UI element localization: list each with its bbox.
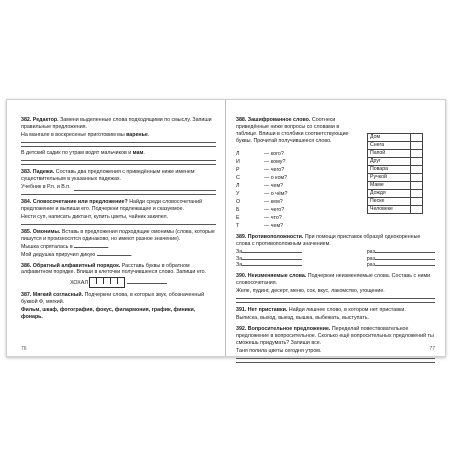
exercise-number: 387.: [21, 292, 32, 299]
letter-cell[interactable]: [411, 198, 423, 206]
table-row: Человеке: [368, 206, 423, 214]
exercise-382: [21, 117, 216, 165]
sentence: На мангале в воскресенье приготовим мы варенье.: [21, 131, 150, 138]
sentence: Таня полила цветы сегодня утром.: [236, 347, 322, 354]
answer-line[interactable]: [236, 362, 435, 363]
exercise-number: 392.: [236, 326, 247, 333]
exercise-task: Найди среди словосочетаний предложение и выпиши его. Подчеркни подлежащее и сказуемое.: [21, 199, 203, 213]
letter-cell[interactable]: [111, 278, 118, 284]
question-letter: И: [236, 158, 240, 165]
exercise-title: Противоположности.: [247, 233, 304, 240]
exercise-number: 385.: [21, 229, 32, 236]
word-list: Выписка, выход, выезд, вышка, выбежать, выступать.: [236, 315, 369, 322]
letter-cell[interactable]: [411, 174, 423, 182]
prefix-label: За: [236, 248, 243, 255]
answer-line[interactable]: [21, 160, 216, 161]
letter-cell[interactable]: [411, 158, 423, 166]
letter-cell[interactable]: [97, 278, 104, 284]
question-text: — чего?: [264, 206, 285, 213]
question-letter: Т: [236, 223, 240, 230]
exercise-title: Мягкий согласный.: [32, 292, 84, 299]
exercise-title: Зашифрованное слово.: [247, 117, 311, 123]
answer-line[interactable]: [21, 146, 216, 147]
prefix-label: За: [236, 262, 243, 269]
exercise-number: 383.: [21, 169, 32, 176]
letter-cell[interactable]: [411, 166, 423, 174]
table-row: Папой: [368, 150, 423, 158]
page-number: 77: [429, 345, 435, 352]
question-text: — кем?: [264, 198, 283, 205]
letter-cell[interactable]: [411, 206, 423, 214]
question-letter: С: [236, 174, 240, 181]
question-letter: У: [236, 190, 240, 197]
exercise-number: 386.: [21, 262, 32, 269]
letter-cell[interactable]: [90, 278, 97, 284]
answer-line[interactable]: [127, 283, 167, 284]
exercise-task: Подчеркни неизменяемые слова. Составь с ними словосочетания.: [236, 273, 431, 287]
answer-line[interactable]: [236, 302, 435, 303]
word-list: Фильм, шкаф, фотография, фокус, филармония, график, финики, фонарь.: [21, 306, 196, 320]
exercise-title: Вопросительное предложение.: [247, 326, 331, 333]
question-text: — кого?: [264, 150, 284, 157]
answer-line[interactable]: [74, 190, 216, 191]
question-text: — чем?: [264, 182, 284, 189]
word-table: [367, 133, 423, 214]
exercise-number: 382.: [21, 117, 32, 123]
table-row: Снега: [368, 142, 423, 150]
exercise-386: [21, 263, 216, 289]
sentence: Мышка спряталась в: [21, 243, 73, 250]
question-text: — чем?: [264, 223, 284, 230]
question-letter: О: [236, 198, 241, 205]
table-row: Повара: [368, 166, 423, 174]
exercise-title: Редактор.: [32, 117, 59, 123]
book-spread: [6, 99, 446, 357]
exercise-385: 385. Омонимы. Вставь в предложения подходящие омонимы (слова, которые пишутся и произносятся одинаково, но имеют разное значение). Мышка спряталась в . Мой дедушка приручил дикую .: [21, 229, 215, 258]
letter-cell[interactable]: [411, 182, 423, 190]
exercise-389: [236, 234, 435, 269]
question-list: [236, 151, 306, 230]
task-line: Нести суп, написать диктант, купить цветы, чайник закипел.: [21, 214, 169, 220]
blank-field[interactable]: [74, 247, 108, 248]
left-page: [7, 100, 226, 356]
exercise-title: Омонимы.: [32, 229, 61, 236]
question-letter: Л: [236, 182, 240, 189]
answer-line[interactable]: [236, 298, 435, 299]
question-text: — о чём?: [264, 190, 288, 197]
exercise-number: 391.: [236, 307, 247, 314]
exercise-task: Вставь в предложения подходящие омонимы (слова, которые пишутся и произносятся одинаково, но имеют разное значение).: [21, 229, 215, 242]
exercise-title: Падежи.: [32, 169, 55, 176]
blank-field[interactable]: [375, 265, 435, 266]
exercise-number: 390.: [236, 273, 247, 280]
letter-cell[interactable]: [411, 134, 423, 142]
exercise-task: Замени выделенные слова подходящими по смыслу. Запиши правильные предложения.: [21, 117, 212, 130]
answer-line[interactable]: [21, 194, 216, 195]
exercise-task: Расставь буквы в обратном алфавитном порядке. Впиши в клеточки получившееся слово. Запиши его.: [21, 262, 207, 276]
question-text: — кому?: [264, 158, 286, 165]
exercise-title: Нет приставки.: [247, 307, 288, 314]
answer-line[interactable]: [21, 142, 216, 143]
question-letter: Л: [236, 150, 240, 157]
blank-field[interactable]: [242, 259, 302, 260]
sentence: В детский садик по утрам водят мальчиков и мам.: [21, 150, 145, 157]
answer-line[interactable]: [236, 358, 435, 359]
source-word: ХОХАЛ: [70, 280, 88, 287]
right-page: [226, 100, 445, 356]
table-row: Маме: [368, 182, 423, 190]
page-number: 76: [21, 345, 27, 352]
exercise-task: Соотнеси приведённые ниже вопросы со словами в таблице. Впиши в столбики соответствующие буквы. Прочитай получившееся слово.: [236, 117, 349, 144]
exercise-392: [236, 326, 435, 363]
letter-cell[interactable]: [411, 190, 423, 198]
sentence: Мой дедушка приручил дикую: [21, 251, 96, 258]
exercise-390: [236, 273, 435, 303]
exercise-number: 389.: [236, 233, 247, 240]
table-row: Песке: [368, 198, 423, 206]
prefix-label: раз: [366, 248, 375, 255]
exercise-384: [21, 199, 216, 225]
prefix-label: За: [236, 255, 243, 262]
prefix-label: раз: [366, 255, 375, 262]
exercise-387: [21, 292, 216, 321]
table-row: Друг: [368, 158, 423, 166]
blank-field[interactable]: [242, 252, 302, 253]
exercise-title: Словосочетание или предложение?: [32, 199, 128, 206]
exercise-task: При помощи приставок образуй однокоренные слова с противоположным значением.: [236, 233, 421, 247]
letter-grid: [89, 277, 125, 288]
question-text: — что?: [264, 215, 282, 221]
blank-field[interactable]: [97, 255, 131, 256]
exercise-391: [236, 307, 435, 322]
exercise-number: 384.: [21, 199, 32, 206]
task-line: Учебник в Р.п. и В.п.: [21, 184, 71, 191]
letter-cell[interactable]: [118, 278, 124, 284]
table-row: Дождя: [368, 190, 423, 198]
prefix-label: раз: [366, 262, 375, 269]
exercise-task: Переделай повествовательное предложение в вопросительное. Сколько ещё вопросительных предложений ты сможешь придумать? Запиши все.: [236, 326, 434, 346]
word-list: Желе, пудинг, десерт, меню, сок, вкус, лакомство, угощение.: [236, 288, 385, 295]
table-row: Дом: [368, 134, 423, 142]
letter-cell[interactable]: [411, 142, 423, 150]
letter-cell[interactable]: [104, 278, 111, 284]
table-row: Ручкой: [368, 174, 423, 182]
question-letter: Е: [236, 215, 240, 221]
exercise-title: Неизменяемые слова.: [247, 273, 307, 280]
exercise-title: Обратный алфавитный порядок.: [32, 262, 121, 269]
exercise-388: [236, 117, 435, 230]
blank-field[interactable]: [242, 265, 302, 266]
blank-field[interactable]: [375, 252, 435, 253]
question-text: — чего?: [264, 166, 285, 173]
question-letter: Б: [236, 206, 240, 213]
answer-line[interactable]: [21, 224, 216, 225]
exercise-task: Подчеркни слова, в которых звук, обозначенный буквой Ф, мягкий.: [21, 292, 205, 306]
exercise-task: Составь два предложения с приведённым ниже именем существительным в указанных падежах.: [21, 169, 195, 183]
exercise-task: Найди лишнее слово, в котором нет приставки.: [288, 307, 406, 314]
exercise-383: [21, 169, 216, 195]
question-text: — о ком?: [264, 174, 288, 181]
exercise-number: 388.: [236, 117, 247, 123]
letter-cell[interactable]: [411, 150, 423, 158]
answer-line[interactable]: [21, 164, 216, 165]
blank-field[interactable]: [375, 259, 435, 260]
question-letter: Р: [236, 166, 240, 173]
